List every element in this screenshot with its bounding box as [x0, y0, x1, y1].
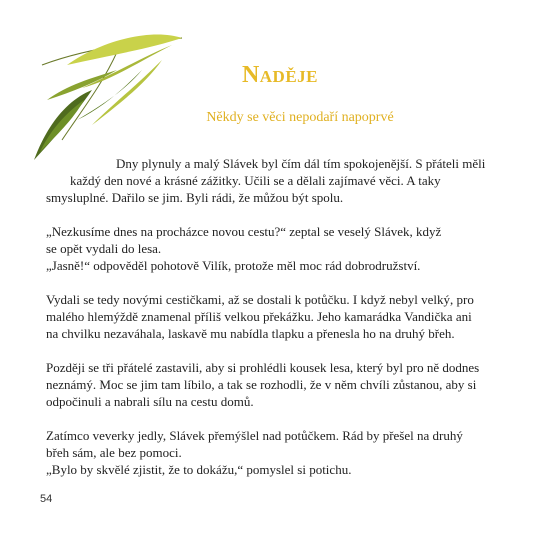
text-line: smysluplné. Dařilo se jim. Byli rádi, že můžou být spolu.	[46, 190, 344, 205]
paragraph	[46, 291, 496, 342]
text-line: na chvilku nezaváhala, laskavě mu nabídla tlapku a přenesla ho na druhý břeh.	[46, 326, 455, 341]
text-line: Dny plynuly a malý Slávek byl čím dál tím spokojenější. S přáteli měli	[116, 156, 486, 171]
text-line: každý den nové a krásné zážitky. Učili se a dělali zajímavé věci. A taky	[70, 173, 441, 188]
text-line: malého hlemýždě znamenal příliš velkou překážku. Jeho kamarádka Vandička ani	[46, 309, 472, 324]
page-title: Naděje	[241, 62, 319, 88]
text-line: Zatímco veverky jedly, Slávek přemýšlel nad potůčkem. Rád by přešel na druhý	[46, 428, 463, 443]
text-line: břeh sám, ale bez pomoci.	[46, 445, 182, 460]
text-line: „Bylo by skvělé zjistit, že to dokážu,“ pomyslel si potichu.	[46, 462, 352, 477]
text-line: se opět vydali do lesa.	[46, 241, 162, 256]
leaf	[40, 100, 84, 152]
paragraph	[46, 427, 496, 478]
leaf	[67, 34, 182, 65]
text-line: „Jasně!“ odpověděl pohotově Vilík, protože měl moc rád dobrodružství.	[46, 258, 421, 273]
paragraph	[46, 155, 496, 206]
text-line: „Nezkusíme dnes na procházce novou cestu?“ zeptal se veselý Slávek, když	[46, 224, 442, 239]
text-line: Vydali se tedy novými cestičkami, až se dostali k potůčku. I když nebyl velký, pro	[46, 292, 474, 307]
willow-leaves-illustration	[22, 30, 197, 170]
text-line: Později se tři přátelé zastavili, aby si prohlédli kousek lesa, který byl pro ně dodnes	[46, 360, 480, 375]
paragraph	[46, 359, 496, 410]
page-subtitle: Někdy se věci nepodaří napoprvé	[206, 110, 394, 125]
text-line: odpočinuli a nabrali sílu na cestu domů.	[46, 394, 254, 409]
story-text	[46, 155, 496, 495]
page-number: 54	[40, 493, 53, 505]
text-line: neznámý. Moc se jim tam líbilo, a tak se rozhodli, že v něm chvíli zůstanou, aby si	[46, 377, 477, 392]
paragraph	[46, 223, 496, 274]
